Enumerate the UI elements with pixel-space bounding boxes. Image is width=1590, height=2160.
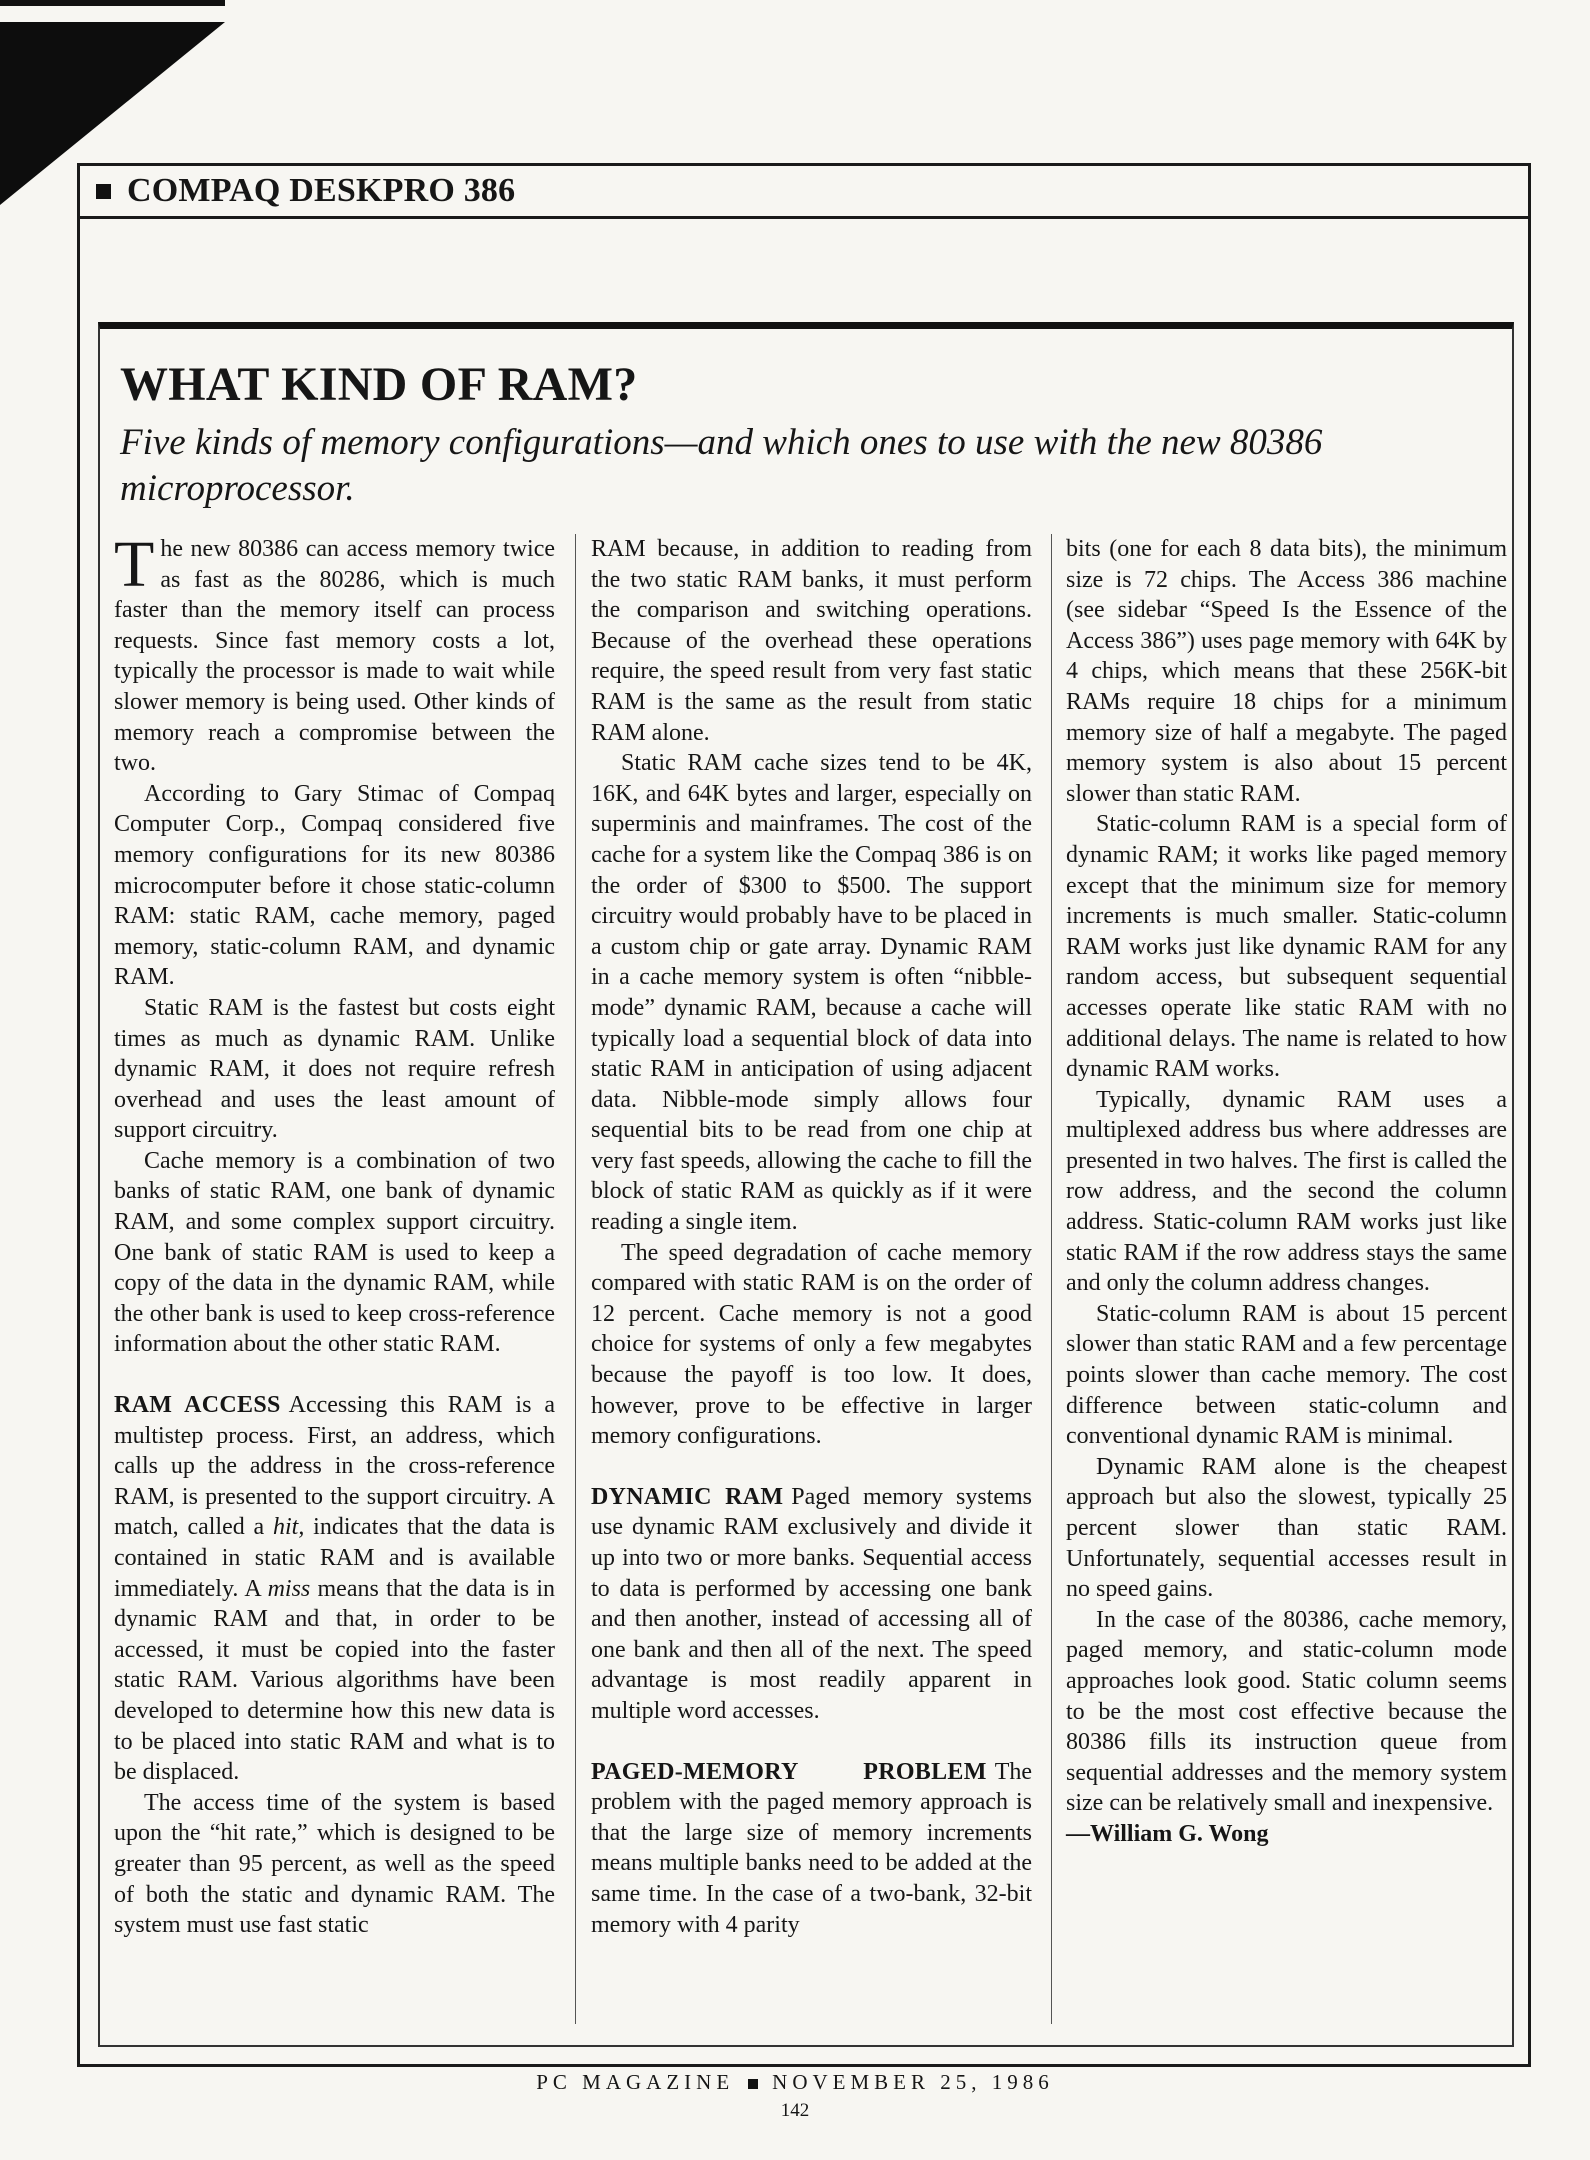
paragraph: Dynamic RAM alone is the cheapest approach but also the slowest, typically 25 percent slower than static RAM. Unfortunately, sequential accesses result in no speed gains. xyxy=(1066,1453,1507,1603)
footer-magazine: PC MAGAZINE xyxy=(536,2070,735,2094)
footer-bullet xyxy=(748,2079,758,2089)
top-rule xyxy=(0,0,225,6)
paragraph: bits (one for each 8 data bits), the minimum size is 72 chips. The Access 386 machine (see sidebar “Speed Is the Essence of the Access 386”) uses page memory with 64K by 4 chips, which means that these 256K-bit RAMs require 18 chips for a minimum memory size of half a megabyte. The paged memory system is also about 15 percent slower than static RAM. xyxy=(1066,536,1507,807)
paragraph: RAM ACCESS Accessing this RAM is a multistep process. First, an address, which calls up the address in the cross-reference RAM, is presented to the support circuitry. A match, called a hit, indicates that the data is contained in static RAM and is available immediately. A miss means that the data is in dynamic RAM and that, in order to be accessed, it must be copied into the faster static RAM. Various algorithms have been developed to determine how this new data is to be placed into static RAM and what is to be displaced. xyxy=(114,1392,555,1786)
paragraph: The new 80386 can access memory twice as fast as the 80286, which is much faster than the memory itself can process requests. Since fast memory costs a lot, typically the processor is made to wait while slower memory is being used. Other kinds of memory reach a compromise between the two. xyxy=(114,528,555,777)
page-frame xyxy=(77,163,1531,2067)
subhead-paged-memory: PAGED-MEMORY PROBLEM xyxy=(591,1758,987,1785)
section-header xyxy=(80,166,1528,219)
text-column-1 xyxy=(114,528,555,1941)
text-column-2 xyxy=(591,534,1032,1940)
article-box xyxy=(98,322,1514,2047)
footer-date: NOVEMBER 25, 1986 xyxy=(772,2070,1054,2094)
section-title: COMPAQ DESKPRO 386 xyxy=(127,172,516,209)
paragraph: Cache memory is a combination of two banks of static RAM, one bank of dynamic RAM, and some complex support circuitry. One bank of static RAM is used to keep a copy of the data in the dynamic RAM, while the other bank is used to keep cross-reference information about the other static RAM. xyxy=(114,1147,555,1358)
subhead-ram-access: RAM ACCESS xyxy=(114,1392,281,1419)
subhead-dynamic-ram: DYNAMIC RAM xyxy=(591,1483,784,1510)
author-signature: —William G. Wong xyxy=(1066,1820,1269,1847)
page-number: 142 xyxy=(780,2100,810,2121)
paragraph: Static-column RAM is a special form of dynamic RAM; it works like paged memory except that the minimum size for memory increments is much smaller. Static-column RAM works just like dynamic RAM for any random access, but subsequent sequential accesses operate like static RAM with no additional delays. The name is related to how dynamic RAM works. xyxy=(1066,811,1507,1083)
drop-cap: T xyxy=(114,528,155,601)
paragraph: Static RAM cache sizes tend to be 4K, 16K, and 64K bytes and larger, especially on superminis and mainframes. The cost of the cache for a system like the Compaq 386 is on the order of $300 to $500. The support circuitry would probably have to be placed in a custom chip or gate array. Dynamic RAM in a cache memory system is often “nibble-mode” dynamic RAM, because a cache will typically load a sequential block of data into static RAM in anticipation of using adjacent data. Nibble-mode simply allows four sequential bits to be read from one chip at very fast speeds, allowing the cache to fill the block of static RAM as quickly as if it were reading a single item. xyxy=(591,750,1032,1236)
article-headline: WHAT KIND OF RAM? xyxy=(120,358,638,411)
paragraph: The access time of the system is based upon the “hit rate,” which is designed to be greater than 95 percent, as well as the speed of both the static and dynamic RAM. The system must use fast static xyxy=(114,1789,555,1939)
paragraph: Static RAM is the fastest but costs eight times as much as dynamic RAM. Unlike dynamic RAM, it does not require refresh overhead and uses the least amount of support circuitry. xyxy=(114,994,555,1144)
paragraph: In the case of the 80386, cache memory, paged memory, and static-column mode approaches look good. Static column seems to be the most cost effective because the 80386 fills its instruction queue from sequential addresses and the memory system size can be relatively small and inexpensive. xyxy=(1066,1606,1507,1817)
paragraph: RAM because, in addition to reading from the two static RAM banks, it must perform the comparison and switching operations. Because of the overhead these operations require, the speed result from very fast static RAM is the same as the result from static RAM alone. xyxy=(591,536,1032,746)
section-bullet xyxy=(96,184,111,199)
page-footer xyxy=(0,2070,1590,2095)
paragraph: Static-column RAM is about 15 percent slower than static RAM and a few percentage points slower than cache memory. The cost difference between static-column and conventional dynamic RAM is minimal. xyxy=(1066,1300,1507,1450)
paragraph: DYNAMIC RAM Paged memory systems use dynamic RAM exclusively and divide it up into two or more banks. Sequential access to data is performed by accessing one bank and then another, instead of accessing all of one bank and then all of the next. The speed advantage is most readily apparent in multiple word accesses. xyxy=(591,1483,1032,1724)
paragraph: According to Gary Stimac of Compaq Computer Corp., Compaq considered five memory configurations for its new 80386 microcomputer before it chose static-column RAM: static RAM, cache memory, paged memory, static-column RAM, and dynamic RAM. xyxy=(114,780,555,991)
column-divider xyxy=(1051,534,1052,2024)
text-column-3 xyxy=(1066,534,1507,1850)
paragraph: PAGED-MEMORY PROBLEM The problem with the paged memory approach is that the large size of memory increments means multiple banks need to be added at the same time. In the case of a two-bank, 32-bit memory with 4 parity xyxy=(591,1758,1032,1938)
column-divider xyxy=(575,534,576,2024)
paragraph: Typically, dynamic RAM uses a multiplexed address bus where addresses are presented in two halves. The first is called the row address, and the second the column address. Static-column RAM works just like static RAM if the row address stays the same and only the column address changes. xyxy=(1066,1086,1507,1297)
article-deck: Five kinds of memory configurations—and which ones to use with the new 80386 microprocessor. xyxy=(120,422,1323,509)
paragraph: The speed degradation of cache memory compared with static RAM is on the order of 12 percent. Cache memory is not a good choice for systems of only a few megabytes because the payoff is too low. It does, however, prove to be effective in larger memory configurations. xyxy=(591,1239,1032,1450)
